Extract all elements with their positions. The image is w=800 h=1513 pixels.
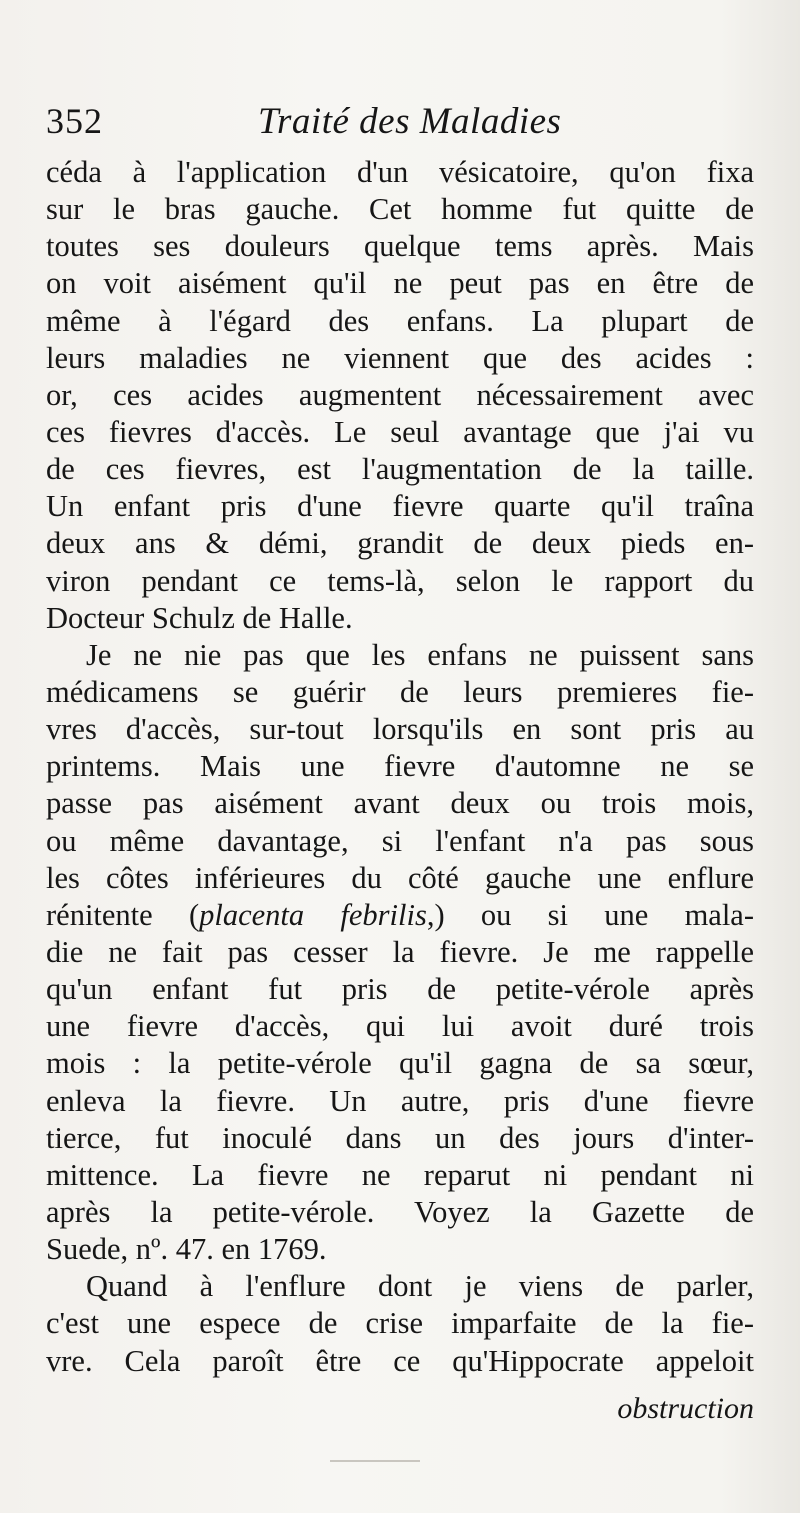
text-line: vres d'accès, sur-tout lorsqu'ils en sont pris au [46, 712, 754, 747]
text-line: ou même davantage, si l'enfant n'a pas sous [46, 823, 754, 858]
text-line: qu'un enfant fut pris de petite-vérole après [46, 972, 754, 1007]
text-line: de ces fievres, est l'augmentation de la taille. [46, 452, 754, 487]
text-line: die ne fait pas cesser la fievre. Je me rappelle [46, 934, 754, 969]
text-line: printems. Mais une fievre d'automne ne se [46, 749, 754, 784]
text-line: tierce, fut inoculé dans un des jours d'inter- [46, 1120, 754, 1155]
text-line: vre. Cela paroît être ce qu'Hippocrate appeloit [46, 1343, 754, 1378]
text-line: médicamens se guérir de leurs premieres fie- [46, 674, 754, 709]
text-line: mois : la petite-vérole qu'il gagna de sa sœur, [46, 1046, 754, 1081]
text-line: Docteur Schulz de Halle. [46, 600, 353, 635]
page-number: 352 [46, 101, 103, 141]
latin-term: placenta febrilis [199, 897, 427, 932]
text-line: ces fievres d'accès. Le seul avantage que j'ai vu [46, 414, 754, 449]
text-line-italic-phrase: rénitente (placenta febrilis,) ou si une mala- [46, 897, 754, 932]
page-header [44, 100, 756, 152]
text-line: Je ne nie pas que les enfans ne puissent sans [86, 637, 754, 672]
text-line: une fievre d'accès, qui lui avoit duré trois [46, 1009, 754, 1044]
text-line: mittence. La fievre ne reparut ni pendant ni [46, 1157, 754, 1192]
text-line: viron pendant ce tems-là, selon le rapport du [46, 563, 754, 598]
text-line: passe pas aisément avant deux ou trois mois, [46, 786, 754, 821]
text-line: sur le bras gauche. Cet homme fut quitte de [46, 192, 754, 227]
text-line: après la petite-vérole. Voyez la Gazette de [46, 1194, 754, 1229]
text-line: céda à l'application d'un vésicatoire, qu'on fixa [46, 155, 754, 189]
running-title: Traité des Maladies [258, 101, 562, 142]
text-line: Suede, nº. 47. en 1769. [46, 1232, 327, 1267]
text-line: même à l'égard des enfans. La plupart de [46, 303, 754, 338]
text-line: Quand à l'enflure dont je viens de parler, [86, 1269, 754, 1304]
text-line: c'est une espece de crise imparfaite de la fie- [46, 1306, 754, 1341]
catchword: obstruction [617, 1392, 754, 1425]
text-line: toutes ses douleurs quelque tems après. Mais [46, 229, 754, 264]
text-line: enleva la fievre. Un autre, pris d'une fievre [46, 1083, 754, 1118]
text-line: les côtes inférieures du côté gauche une enflure [46, 860, 754, 895]
print-smudge [330, 1460, 420, 1462]
text-line: leurs maladies ne viennent que des acides : [46, 340, 754, 375]
text-line: deux ans & démi, grandit de deux pieds en- [46, 526, 754, 561]
text-line: Un enfant pris d'une fievre quarte qu'il traîna [46, 489, 754, 524]
text-line: or, ces acides augmentent nécessairement avec [46, 377, 754, 412]
text-line: on voit aisément qu'il ne peut pas en être de [46, 266, 754, 301]
body-text [46, 154, 754, 1380]
